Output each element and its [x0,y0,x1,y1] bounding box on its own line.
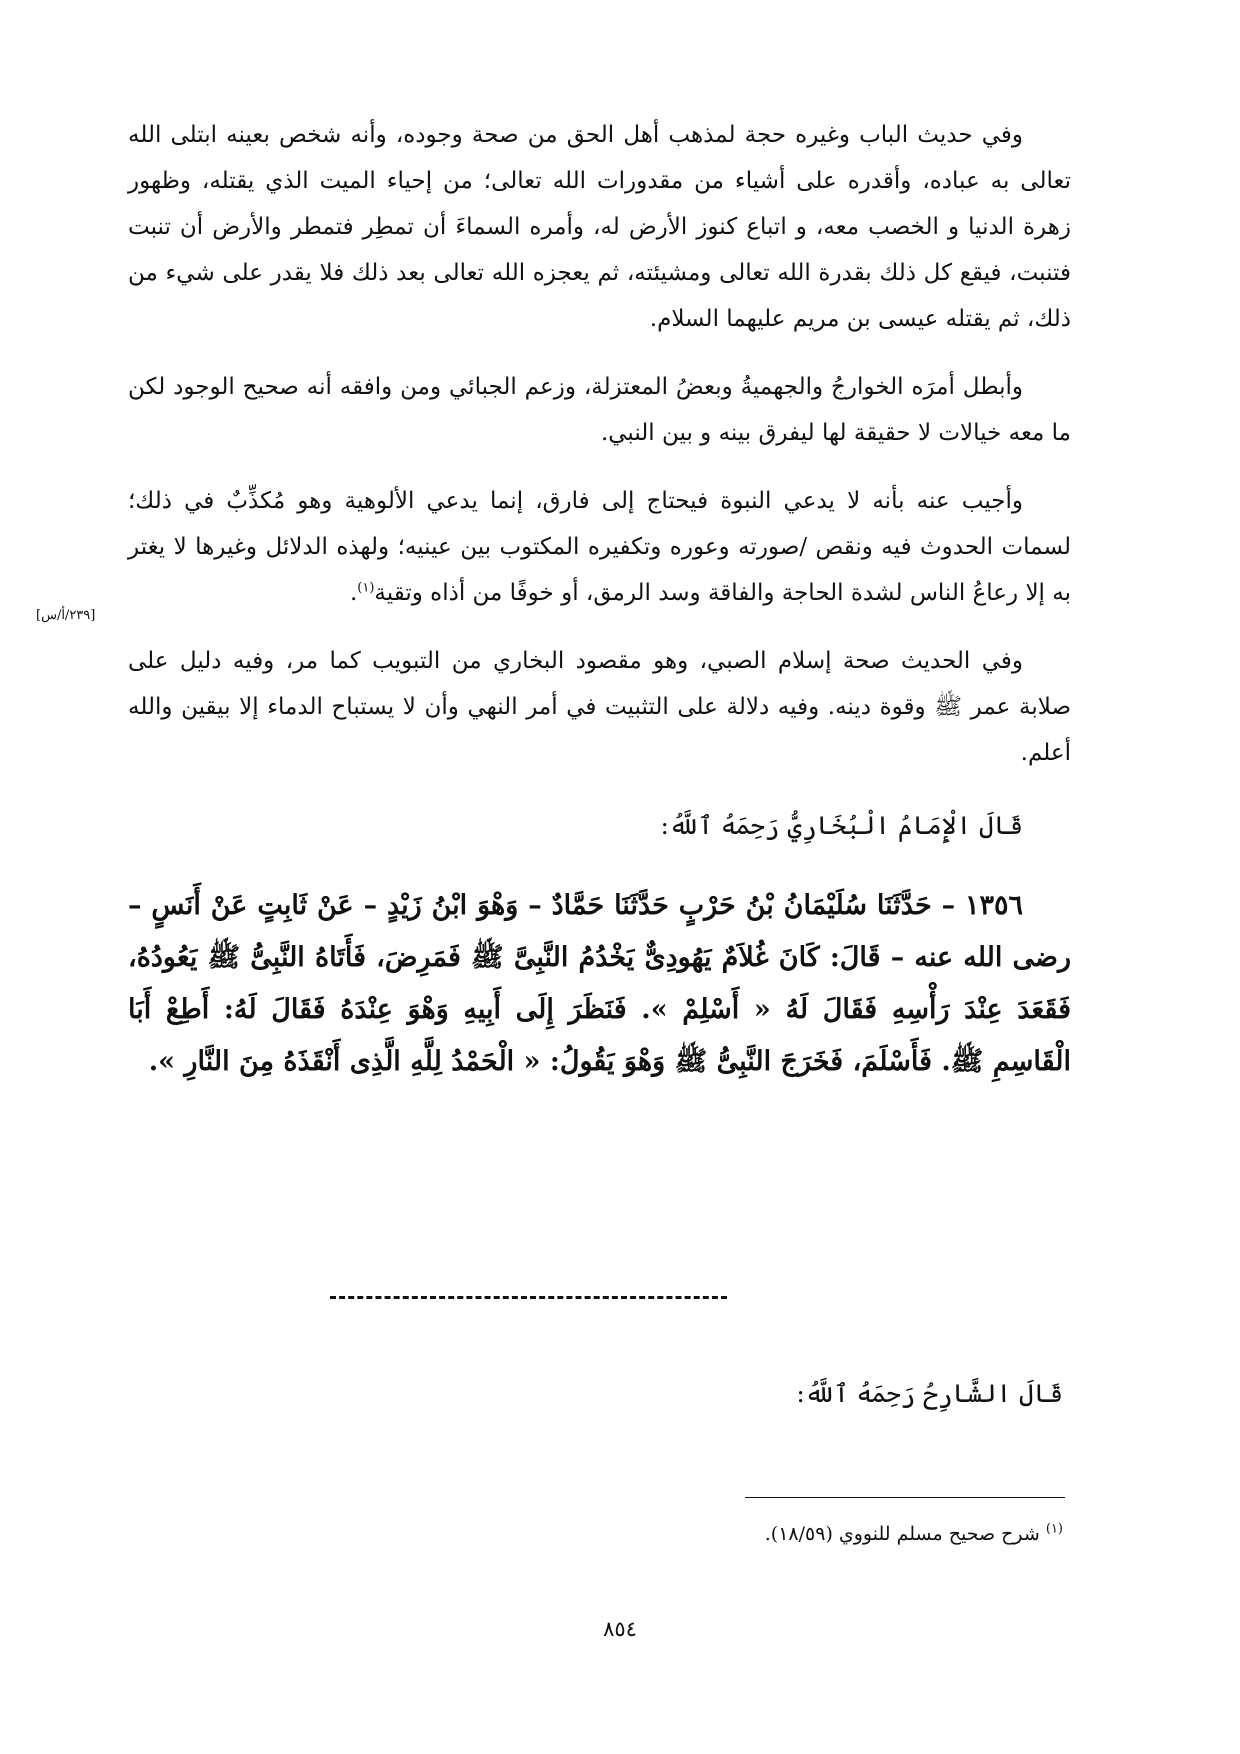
paragraph-child-islam: وفي الحديث صحة إسلام الصبي، وهو مقصود البخاري من التبويب كما مر، وفيه دليل على صلابة عمر ﷺ وقوة دينه. وفيه دلالة على التثبيت في أمر النهي وأن لا يستباح الدماء إلا بيقين والله أعلم. [128,648,1071,766]
footnote-rule [745,1497,1065,1498]
paragraph-answer-end: . [349,580,358,606]
heading-bukhari: قَالَ الْإِمَامُ الْبُخَارِيُّ رَحِمَهُ ٱللَّهُ: [660,811,1023,840]
footnote [765,1518,1063,1550]
heading-sharih: قَالَ الشَّارِحُ رَحِمَهُ ٱللَّهُ: [796,1379,1063,1408]
hadith-text: ١٣٥٦ – حَدَّثَنَا سُلَيْمَانُ بْنُ حَرْبٍ حَدَّثَنَا حَمَّادٌ – وَهْوَ ابْنُ زَيْدٍ – عَنْ ثَابِتٍ عَنْ أَنَسٍ – رضى الله عنه – قَالَ: كَانَ غُلاَمٌ يَهُودِىٌّ يَخْدُمُ النَّبِىَّ ﷺ فَمَرِضَ، فَأَتَاهُ النَّبِىُّ ﷺ يَعُودُهُ، فَقَعَدَ عِنْدَ رَأْسِهِ فَقَالَ لَهُ « أَسْلِمْ ». فَنَظَرَ إِلَى أَبِيهِ وَهْوَ عِنْدَهُ فَقَالَ لَهُ: أَطِعْ أَبَا الْقَاسِمِ ﷺ. فَأَسْلَمَ، فَخَرَجَ النَّبِىُّ ﷺ وَهْوَ يَقُولُ: « الْحَمْدُ لِلَّهِ الَّذِى أَنْقَذَهُ مِنَ النَّارِ ». [128,890,1071,1077]
footnote-text: شرح صحيح مسلم للنووي (١٨/٥٩). [764,1523,1040,1545]
margin-manuscript-ref: [٢٣٩/أ/س] [36,608,96,623]
paragraph-answer [128,478,1071,616]
page-body [128,112,1071,1088]
footnote-reference[interactable]: (١) [357,580,375,596]
paragraph-dajjal-existence: وفي حديث الباب وغيره حجة لمذهب أهل الحق من صحة وجوده، وأنه شخص بعينه ابتلى الله تعالى به عباده، وأقدره على أشياء من مقدورات الله تعالى؛ من إحياء الميت الذي يقتله، وظهور زهرة الدنيا و الخصب معه، و اتباع كنوز الأرض له، وأمره السماءَ أن تمطِر فتمطر والأرض أن تنبت فتنبت، فيقع كل ذلك بقدرة الله تعالى ومشيئته، ثم يعجزه الله تعالى بعد ذلك فلا يقدر على شيء من ذلك، ثم يقتله عيسى بن مريم عليهما السلام. [128,122,1071,332]
paragraph-answer-text: وأجيب عنه بأنه لا يدعي النبوة فيحتاج إلى فارق، إنما يدعي الألوهية وهو مُكذِّبٌ في ذلك؛ لسمات الحدوث فيه ونقص /صورته وعوره وتكفيره المكتوب بين عينيه؛ ولهذه الدلائل وغيرها لا يغتر به إلا رعاعُ الناس لشدة الحاجة والفاقة وسد الرمق، أو خوفًا من أذاه وتقية [128,488,1071,606]
paragraph-refutation: وأبطل أمرَه الخوارجُ والجهميةُ وبعضُ المعتزلة، وزعم الجبائي ومن وافقه أنه صحيح الوجود لكن ما معه خيالات لا حقيقة لها ليفرق بينه و بين النبي. [128,374,1071,446]
section-separator [330,1296,727,1299]
footnote-mark: (١) [1045,1521,1063,1537]
page-number: ٨٥٤ [603,1617,637,1641]
